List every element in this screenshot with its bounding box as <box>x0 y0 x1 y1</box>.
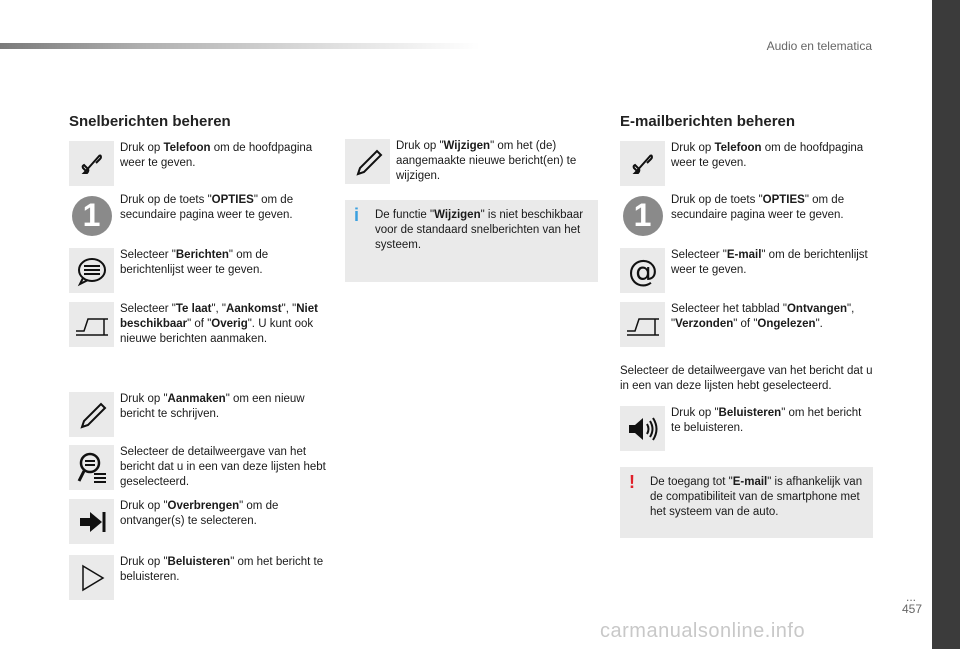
right-step-email <box>620 248 871 293</box>
section-title: Audio en telematica <box>766 39 872 53</box>
warning-note: ! De toegang tot "E-mail" is afhankelijk van de compatibiliteit van de smartphone met het systeem van de auto. <box>620 467 873 538</box>
middle-step-wijzigen <box>345 139 591 184</box>
detail-search-icon <box>69 445 114 490</box>
phone-icon <box>69 141 114 186</box>
right-step-opties <box>620 193 871 238</box>
warning-icon: ! <box>629 472 635 492</box>
detail-text: Selecteer de detailweergave van het bericht dat u in een van deze lijsten hebt geselecteerd. <box>620 365 873 392</box>
forward-icon <box>69 499 114 544</box>
right-step-beluisteren <box>620 406 871 451</box>
step-text: Druk op de toets "OPTIES" om de secundaire pagina weer te geven. <box>671 194 845 221</box>
step-text: Selecteer "E-mail" om de berichtenlijst weer te geven. <box>671 249 868 276</box>
step-text: Druk op "Aanmaken" om een nieuw bericht te schrijven. <box>120 393 305 420</box>
number-badge: 1 <box>620 193 665 238</box>
page-dots: ... <box>906 590 917 604</box>
at-icon <box>620 248 665 293</box>
step-text: Selecteer "Berichten" om de berichtenlijst weer te geven. <box>120 249 269 276</box>
left-step-detail <box>69 445 330 490</box>
tab-icon <box>620 302 665 347</box>
step-text: Druk op "Wijzigen" om het (de) aangemaakte nieuwe bericht(en) te wijzigen. <box>396 140 577 182</box>
step-text: Druk op "Beluisteren" om het bericht te beluisteren. <box>120 556 324 583</box>
info-note: i De functie "Wijzigen" is niet beschikbaar voor de standaard snelberichten van het systeem. <box>345 200 598 282</box>
step-text: Selecteer "Te laat", "Aankomst", "Niet beschikbaar" of "Overig". U kunt ook nieuwe berichten aanmaken. <box>120 303 318 345</box>
left-step-aanmaken <box>69 392 330 437</box>
left-step-berichten <box>69 248 330 293</box>
step-text: Druk op Telefoon om de hoofdpagina weer te geven. <box>120 142 313 169</box>
step-text: Selecteer de detailweergave van het bericht dat u in een van deze lijsten hebt geselecteerd. <box>120 446 326 488</box>
left-step-opties <box>69 193 330 238</box>
left-step-overbrengen <box>69 499 330 544</box>
left-step-tabs <box>69 302 330 347</box>
pencil-icon <box>69 392 114 437</box>
step-text: Druk op "Beluisteren" om het bericht te beluisteren. <box>671 407 862 434</box>
step-text: Druk op "Overbrengen" om de ontvanger(s) te selecteren. <box>120 500 279 527</box>
right-heading: E-mailberichten beheren <box>620 113 796 130</box>
watermark: carmanualsonline.info <box>600 620 806 642</box>
phone-icon <box>620 141 665 186</box>
tab-icon <box>69 302 114 347</box>
header-bar <box>0 43 480 49</box>
step-text: Selecteer het tabblad "Ontvangen", "Verzonden" of "Ongelezen". <box>671 303 855 330</box>
message-icon <box>69 248 114 293</box>
play-icon <box>69 555 114 600</box>
step-text: Druk op Telefoon om de hoofdpagina weer te geven. <box>671 142 864 169</box>
speaker-icon <box>620 406 665 451</box>
number-badge: 1 <box>69 193 114 238</box>
right-step-telefoon <box>620 141 871 186</box>
left-heading: Snelberichten beheren <box>69 113 231 130</box>
info-icon: i <box>354 205 360 225</box>
right-step-tabs <box>620 302 871 347</box>
left-step-beluisteren <box>69 555 330 600</box>
page-number: 457 <box>902 602 923 616</box>
left-step-telefoon <box>69 141 330 186</box>
side-strip <box>932 0 960 649</box>
pencil-icon <box>345 139 390 184</box>
step-text: Druk op de toets "OPTIES" om de secundaire pagina weer te geven. <box>120 194 294 221</box>
svg-text:@: @ <box>627 253 658 289</box>
